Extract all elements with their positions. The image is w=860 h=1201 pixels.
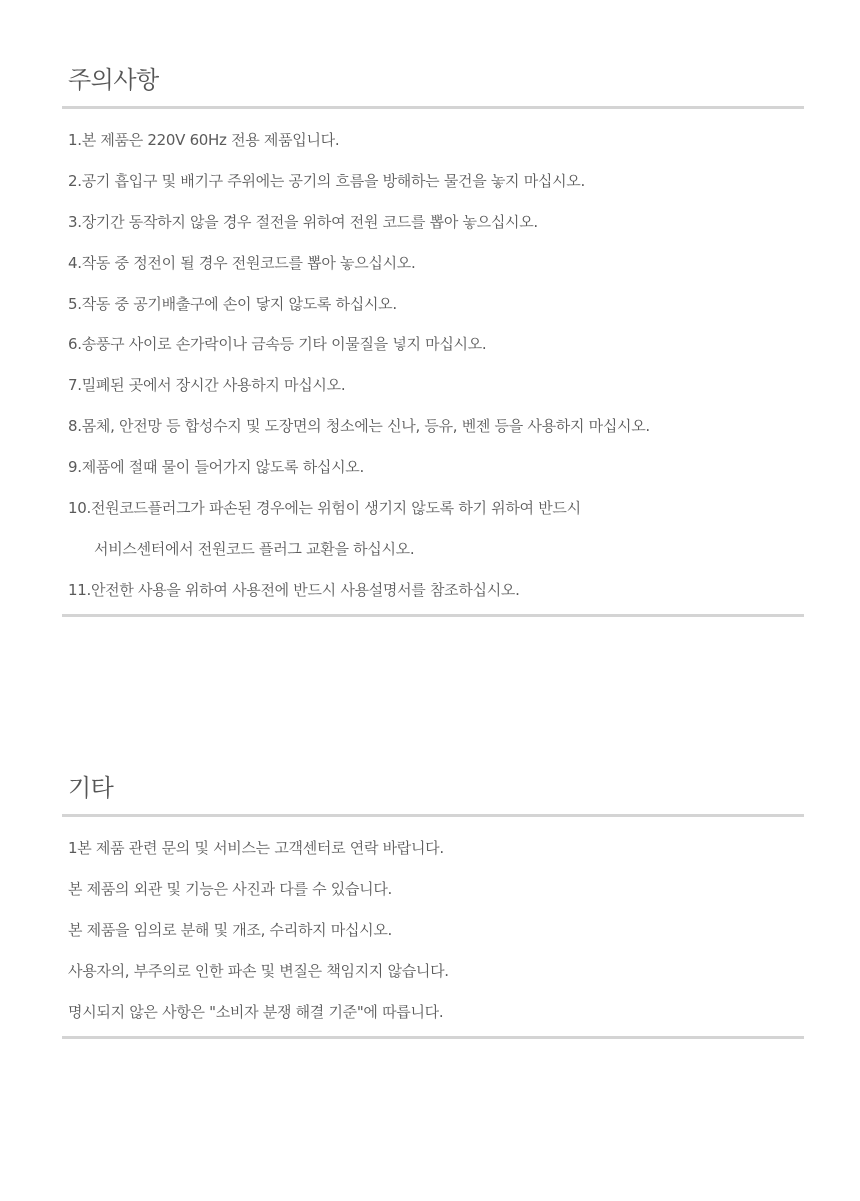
other-item [68,838,804,858]
caution-bottom-divider [62,614,804,617]
caution-title: 주의사항 [68,66,159,94]
other-item [68,879,804,899]
caution-item-text: 11.안전한 사용을 위하여 사용전에 반드시 사용설명서를 참조하십시오. [68,580,520,599]
caution-item-text: 1.본 제품은 220V 60Hz 전용 제품입니다. [68,131,340,149]
caution-item-text: 6.송풍구 사이로 손가락이나 금속등 기타 이물질을 넣지 마십시오. [68,335,487,354]
other-bottom-divider [62,1036,804,1039]
caution-item-text: 7.밀폐된 곳에서 장시간 사용하지 마십시오. [68,376,346,395]
caution-item [68,294,804,314]
caution-item [68,212,804,232]
caution-item-text: 8.몸체, 안전망 등 합성수지 및 도장면의 청소에는 신나, 등유, 벤젠 등을 사용하지 마십시오. [68,417,650,436]
caution-list [62,109,804,600]
caution-item-continuation: 서비스센터에서 전원코드 플러그 교환을 하십시오. [94,539,415,558]
caution-item-text: 4.작동 중 정전이 될 경우 전원코드를 뽑아 놓으십시오. [68,253,416,272]
other-item-text: 본 제품의 외관 및 기능은 사진과 다를 수 있습니다. [68,879,393,898]
other-section [62,768,804,1039]
caution-item [68,580,804,600]
caution-item [68,334,804,354]
other-title: 기타 [68,774,114,802]
caution-item [68,171,804,191]
other-item-text: 본 제품을 임의로 분해 및 개조, 수리하지 마십시오. [68,920,393,939]
caution-item-text: 9.제품에 절때 물이 들어가지 않도록 하십시오. [68,458,364,477]
other-list [62,817,804,1022]
caution-item [68,416,804,436]
other-item-text: 명시되지 않은 사항은 "소비자 분쟁 해결 기준"에 따릅니다. [68,1002,444,1021]
caution-item [68,130,804,150]
caution-item [68,457,804,477]
other-item-text: 사용자의, 부주의로 인한 파손 및 변질은 책임지지 않습니다. [68,961,449,980]
caution-item-text: 3.장기간 동작하지 않을 경우 절전을 위하여 전원 코드를 뽑아 놓으십시오. [68,212,538,231]
caution-item [68,253,804,273]
other-item [68,1002,804,1022]
caution-item [68,498,804,559]
other-item [68,961,804,981]
other-item-text: 1본 제품 관련 문의 및 서비스는 고객센터로 연락 바랍니다. [68,839,444,857]
caution-item-text: 5.작동 중 공기배출구에 손이 닿지 않도록 하십시오. [68,294,397,313]
other-item [68,920,804,940]
caution-section [62,60,804,617]
caution-item-text: 2.공기 흡입구 및 배기구 주위에는 공기의 흐름을 방해하는 물건을 놓지 마십시오. [68,171,585,190]
caution-item-text: 10.전원코드플러그가 파손된 경우에는 위험이 생기지 않도록 하기 위하여 반드시 [68,499,581,518]
caution-item [68,375,804,395]
